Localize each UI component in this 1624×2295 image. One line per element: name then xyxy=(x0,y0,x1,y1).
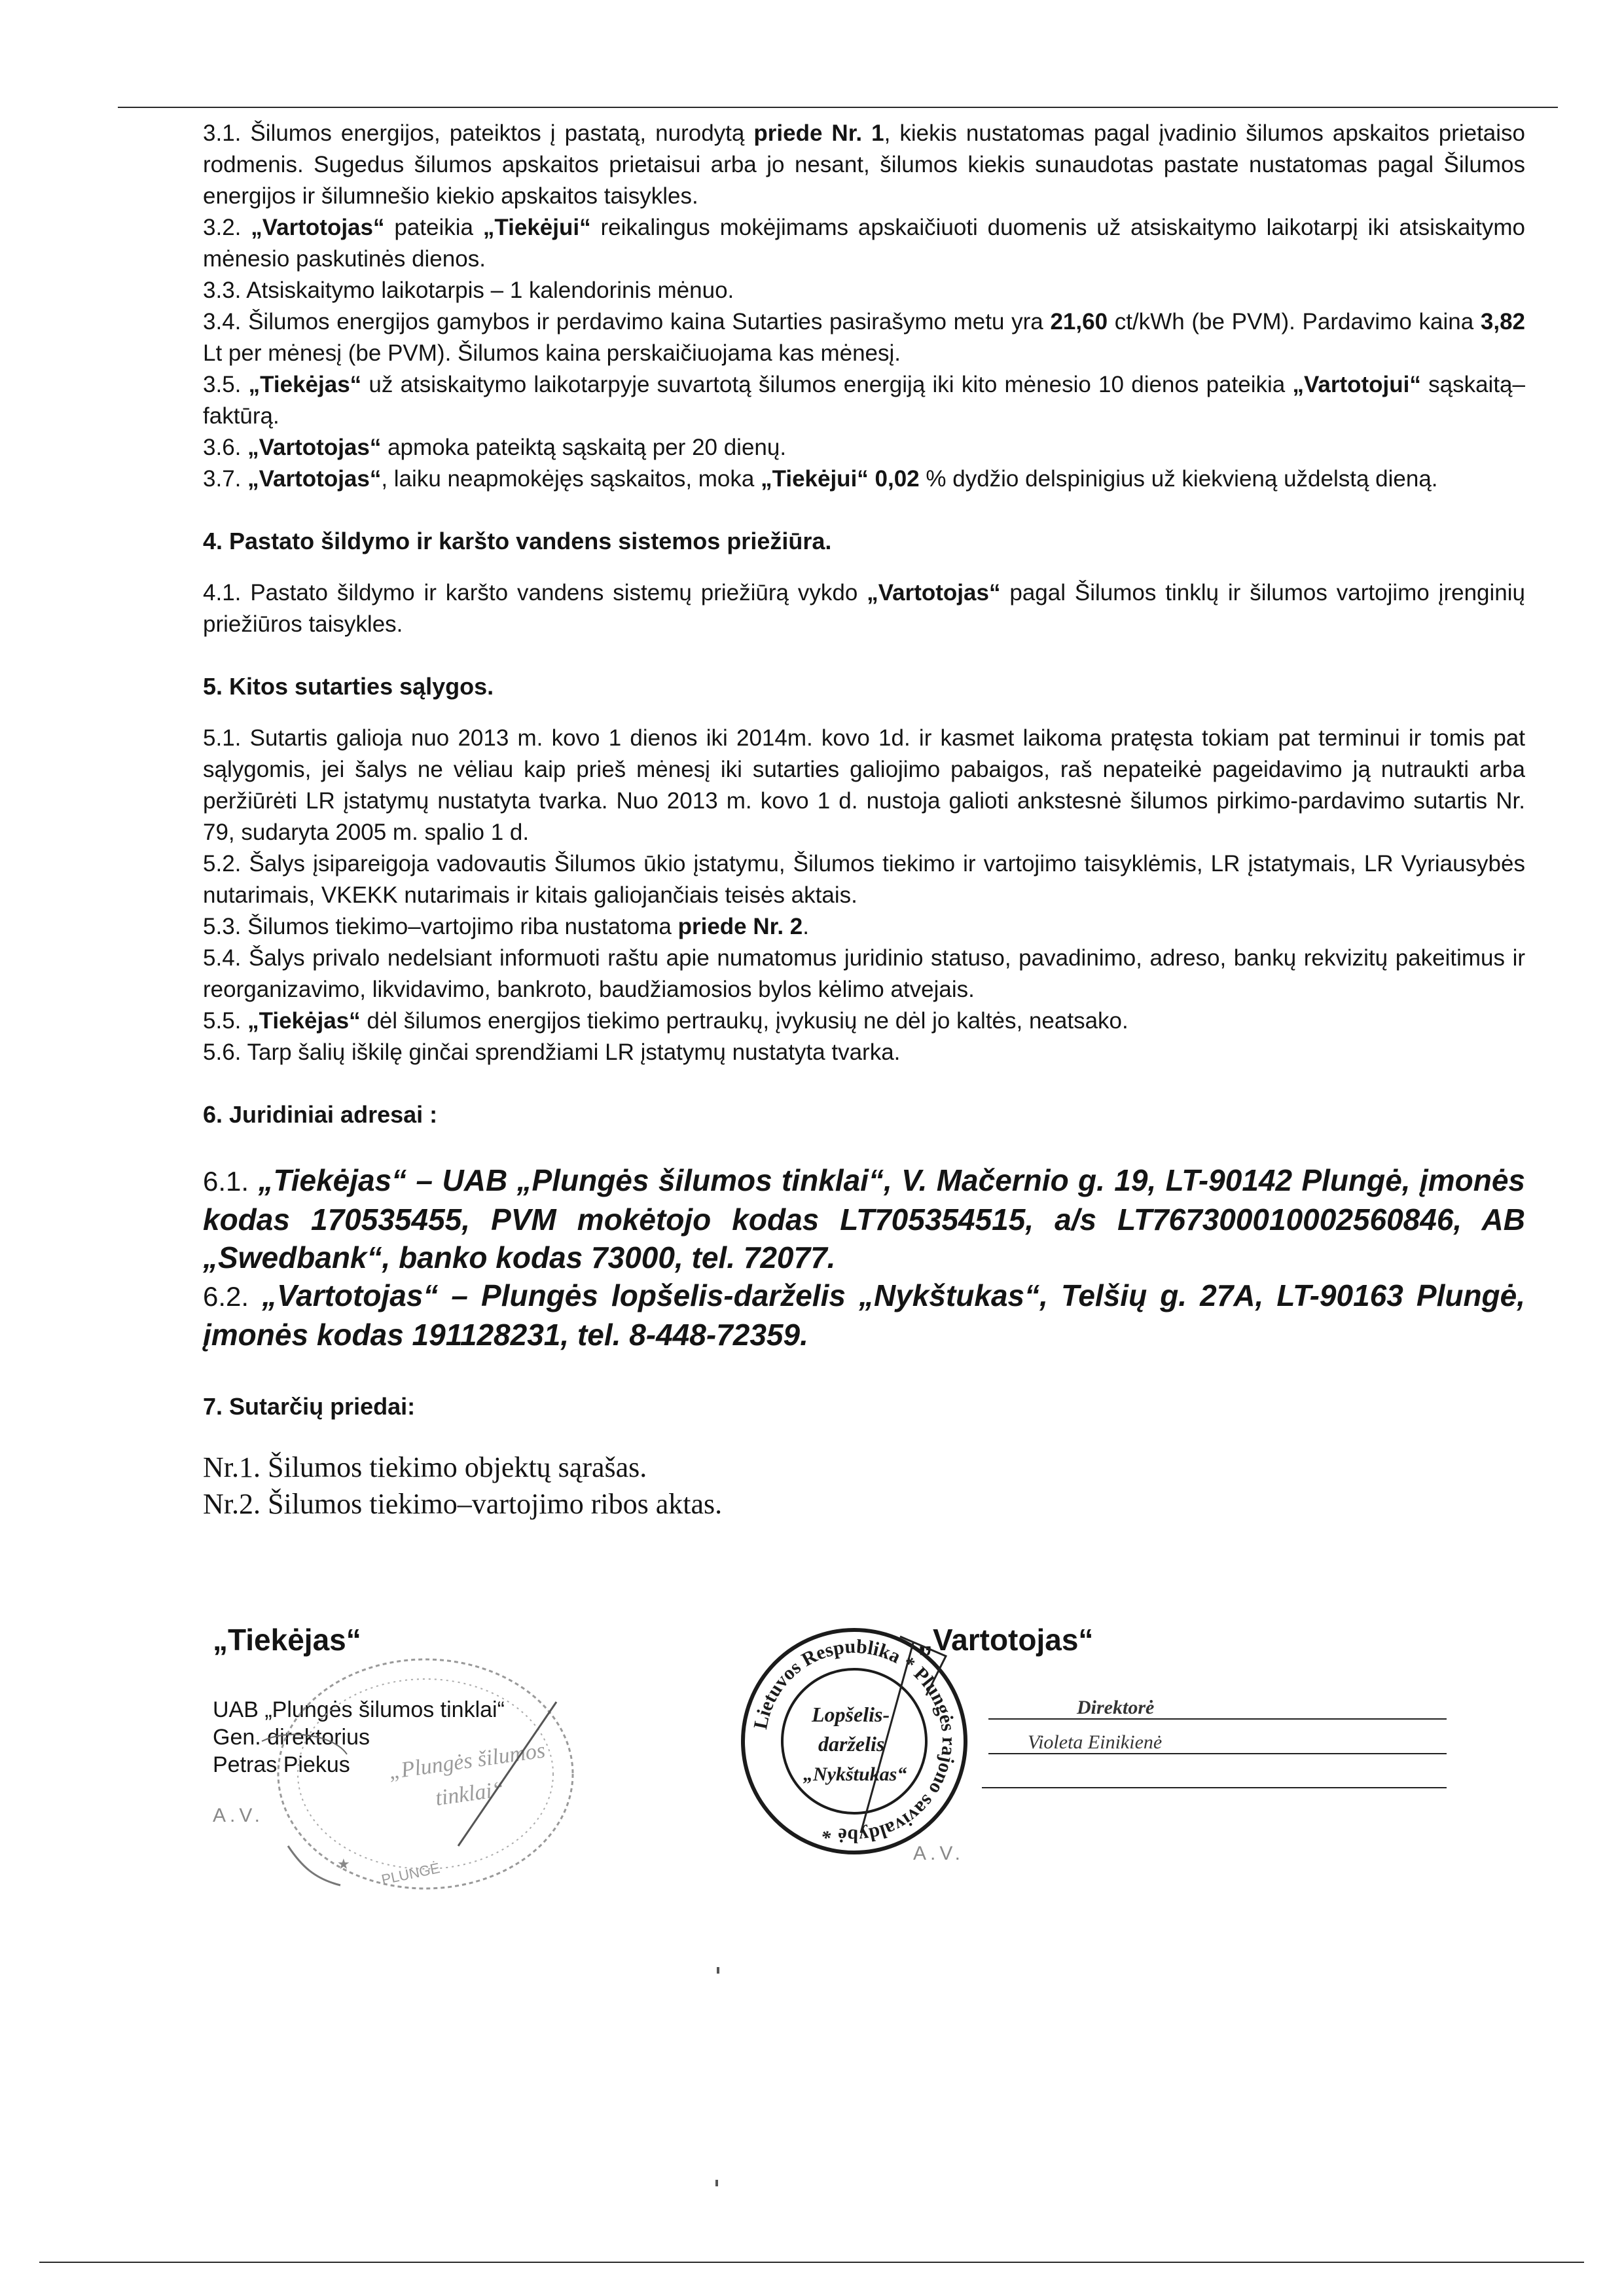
clause-text: pateikia xyxy=(384,215,483,240)
clause-text: ct/kWh (be PVM). Pardavimo kaina xyxy=(1108,309,1481,334)
clause-number: 3.7. xyxy=(203,466,242,492)
signatory-name: Petras Piekus xyxy=(213,1752,350,1777)
clause-text xyxy=(869,466,875,492)
stamp-text: PLUNGĖ xyxy=(380,1859,442,1888)
clause-text: „Tiekėjui“ xyxy=(761,466,869,492)
stamp-center-text: „Nykštukas“ xyxy=(803,1763,907,1785)
clause-text: „Vartotojas“ xyxy=(247,466,382,492)
top-scan-line xyxy=(118,107,1558,108)
bottom-scan-line xyxy=(39,2262,1584,2263)
stamp-center-text: Lopšelis- xyxy=(812,1703,890,1726)
clause-3.4 xyxy=(203,306,1525,369)
clause-text: Tarp šalių iškilę ginčai sprendžiami LR įstatymų nustatyta tvarka. xyxy=(247,1039,901,1065)
clause-3.1 xyxy=(203,118,1525,212)
company-stamp-tiekejas xyxy=(249,1650,589,1911)
clause-text: sąskaitą–faktūrą. xyxy=(203,372,1525,429)
clause-text: už atsiskaitymo laikotarpyje suvartotą šilumos energiją iki kito mėnesio 10 dienos pateikia xyxy=(361,372,1293,397)
clause-5.4 xyxy=(203,943,1525,1005)
legal-address-vartotojas xyxy=(203,1276,1525,1354)
clause-text: Pastato šildymo ir karšto vandens sistemų priežiūrą vykdo xyxy=(250,580,867,605)
address-number: 6.2. xyxy=(203,1281,249,1312)
signatory-title: Gen. direktorius xyxy=(213,1725,370,1750)
clause-4.1 xyxy=(203,577,1525,640)
clause-text: Sutartis galioja nuo 2013 m. kovo 1 dienos iki 2014m. kovo 1d. ir kasmet laikoma pratęsta tokiam pat terminui ir tomis pat sąlygomis, jei šalys ne vėliau kaip prieš mėnesį iki sutarties galiojimo pabaigos, raš nepateikė pageidavimo ją nutraukti arba peržiūrėti LR įstatymų nustatyta tvarka. Nuo 2013 m. kovo 1 d. nustoja galioti ankstesnė šilumos pirkimo-pardavimo sutartis Nr. 79, sudaryta 2005 m. spalio 1 d. xyxy=(203,725,1525,845)
clause-text: Šilumos energijos gamybos ir perdavimo kaina Sutarties pasirašymo metu yra xyxy=(248,309,1051,334)
address-text: „Tiekėjas“ – UAB „Plungės šilumos tinklai“, V. Mačernio g. 19, LT-90142 Plungė, įmonės kodas 170535455, PVM mokėtojo kodas LT705354515, a/s LT767300010002560846, AB „Swedbank“, banko kodas 73000, tel. 72077. xyxy=(203,1163,1525,1274)
clause-number: 3.3. xyxy=(203,278,242,303)
clause-number: 3.2. xyxy=(203,215,242,240)
clause-3.3 xyxy=(203,275,1525,306)
section-4-clauses xyxy=(203,577,1525,640)
signature-block-vartotojas xyxy=(903,1620,1525,1659)
clause-text: „Vartotojas“ xyxy=(247,435,382,460)
clause-text: Šilumos energijos, pateiktos į pastatą, nurodytą xyxy=(250,120,754,146)
clause-text: , laiku neapmokėjęs sąskaitos, moka xyxy=(381,466,761,492)
section-6-heading: 6. Juridiniai adresai : xyxy=(203,1101,438,1128)
clause-number: 5.6. xyxy=(203,1039,242,1065)
signatory-name: Violeta Einikienė xyxy=(1028,1731,1163,1753)
party-label: „Vartotojas“ xyxy=(918,1623,1094,1657)
section-7-heading: 7. Sutarčių priedai: xyxy=(203,1393,416,1420)
clause-number: 5.2. xyxy=(203,851,242,876)
scan-speck xyxy=(717,1967,719,1974)
stamp-ring-text: Lietuvos Respublika * Plungės rajono savivaldybė * xyxy=(749,1635,960,1847)
clause-text: . xyxy=(803,914,809,939)
clause-3.7 xyxy=(203,463,1525,495)
clause-text: Šilumos tiekimo–vartojimo riba nustatoma xyxy=(247,914,678,939)
clause-text: Šalys įsipareigoja vadovautis Šilumos ūkio įstatymu, Šilumos tiekimo ir vartojimo taisyklėmis, LR įstatymais, LR Vyriausybės nutarimais, VKEKK nutarimais ir kitais galiojančiais teisės aktais. xyxy=(203,851,1525,908)
stamp-text: „Plungės šilumos xyxy=(387,1738,547,1784)
section-4-heading: 4. Pastato šildymo ir karšto vandens sistemos priežiūra. xyxy=(203,528,832,554)
clause-number: 3.1. xyxy=(203,120,242,146)
clause-text: priede Nr. 2 xyxy=(677,914,803,939)
clause-number: 3.4. xyxy=(203,309,242,334)
clause-5.5 xyxy=(203,1005,1525,1037)
svg-text:★: ★ xyxy=(337,1856,350,1873)
clause-text: „Vartotojas“ xyxy=(251,215,385,240)
clause-text: Atsiskaitymo laikotarpis – 1 kalendorinis mėnuo. xyxy=(246,278,734,303)
clause-number: 5.3. xyxy=(203,914,242,939)
signatory-company: UAB „Plungės šilumos tinklai“ xyxy=(213,1697,505,1722)
av-mark: A.V. xyxy=(213,1805,264,1826)
clause-5.3 xyxy=(203,911,1525,943)
signatory-position: Direktorė xyxy=(1077,1697,1155,1718)
address-text: „Vartotojas“ – Plungės lopšelis-darželis „Nykštukas“, Telšių g. 27A, LT-90163 Plungė, įmonės kodas 191128231, tel. 8-448-72359. xyxy=(203,1278,1526,1352)
clause-text: reikalingus mokėjimams apskaičiuoti duomenis už atsiskaitymo laikotarpį iki atsiskaitymo mėnesio paskutinės dienos. xyxy=(203,215,1525,272)
stamp-text: tinklai“ xyxy=(433,1777,506,1811)
clause-number: 3.5. xyxy=(203,372,242,397)
contract-body xyxy=(203,118,1525,1523)
clause-text: 21,60 xyxy=(1050,309,1108,334)
clause-number: 3.6. xyxy=(203,435,242,460)
annex-item: Nr.2. Šilumos tiekimo–vartojimo ribos aktas. xyxy=(203,1488,723,1520)
stamp-center-text: darželis xyxy=(818,1732,885,1756)
clause-text: Lt per mėnesį (be PVM). Šilumos kaina perskaičiuojama kas mėnesį. xyxy=(203,340,901,366)
clause-text: „Tiekėjas“ xyxy=(247,1008,361,1034)
scan-speck xyxy=(715,2180,718,2186)
section-5-clauses xyxy=(203,723,1525,1068)
clause-text: „Vartotojas“ xyxy=(867,580,1001,605)
clause-text: „Tiekėjui“ xyxy=(482,215,591,240)
clause-number: 5.5. xyxy=(203,1008,242,1034)
clause-text: priede Nr. 1 xyxy=(753,120,884,146)
clause-number: 5.1. xyxy=(203,725,242,751)
signature-line xyxy=(988,1718,1447,1720)
clause-text: Šalys privalo nedelsiant informuoti raštu apie numatomus juridinio statuso, pavadinimo, adreso, bankų rekvizitų pakeitimus ir reorganizavimo, likvidavimo, bankroto, baudžiamosios bylos kėlimo atvejais. xyxy=(203,945,1525,1002)
official-stamp-vartotojas xyxy=(730,1617,979,1866)
clause-number: 4.1. xyxy=(203,580,242,605)
clause-text: pagal Šilumos tinklų ir šilumos vartojimo įrenginių priežiūros taisykles. xyxy=(203,580,1525,637)
clause-5.6 xyxy=(203,1037,1525,1068)
clause-text: % dydžio delspinigius už kiekvieną uždelstą dieną. xyxy=(919,466,1438,492)
clause-5.2 xyxy=(203,848,1525,911)
clause-text: apmoka pateiktą sąskaitą per 20 dienų. xyxy=(381,435,787,460)
clause-3.5 xyxy=(203,369,1525,432)
section-3-clauses xyxy=(203,118,1525,495)
clause-text: dėl šilumos energijos tiekimo pertraukų, įvykusių ne dėl jo kaltės, neatsako. xyxy=(360,1008,1128,1034)
clause-text: „Tiekėjas“ xyxy=(248,372,362,397)
clause-3.2 xyxy=(203,212,1525,275)
signature-line xyxy=(982,1787,1447,1788)
clause-3.6 xyxy=(203,432,1525,463)
clause-text: 3,82 xyxy=(1480,309,1525,334)
address-number: 6.1. xyxy=(203,1166,249,1197)
clause-number: 5.4. xyxy=(203,945,242,971)
clause-text: „Vartotojui“ xyxy=(1292,372,1421,397)
legal-address-tiekejas xyxy=(203,1161,1525,1276)
clause-text: 0,02 xyxy=(875,466,920,492)
clause-text: , kiekis nustatomas pagal įvadinio šilumos apskaitos prietaiso rodmenis. Sugedus šilumos apskaitos prietaisui arba jo nesant, šilumos kiekis sunaudotas pastate nustatomas pagal Šilumos energijos ir šilumnešio kiekio apskaitos taisykles. xyxy=(203,120,1526,209)
annex-item: Nr.1. Šilumos tiekimo objektų sąrašas. xyxy=(203,1451,647,1483)
party-label: „Tiekėjas“ xyxy=(213,1623,361,1657)
clause-5.1 xyxy=(203,723,1525,848)
av-mark: A.V. xyxy=(913,1843,964,1864)
section-5-heading: 5. Kitos sutarties sąlygos. xyxy=(203,673,494,700)
